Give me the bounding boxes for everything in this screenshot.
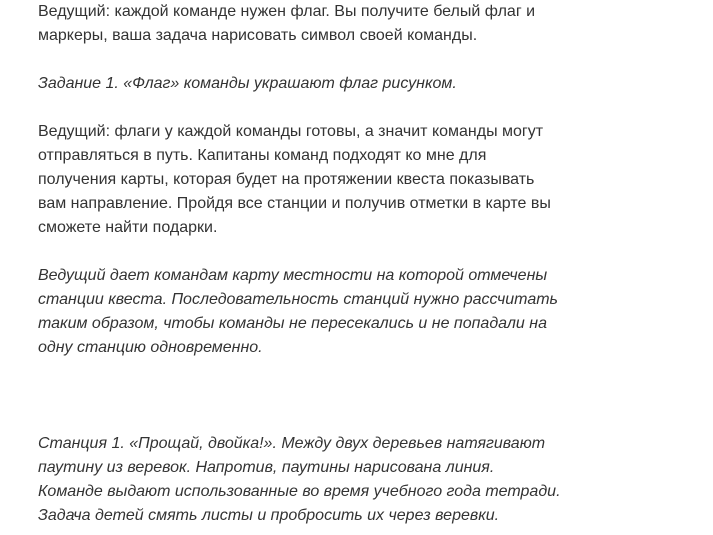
paragraph-map-instructions xyxy=(38,264,558,360)
text-line: Задача детей смять листы и пробросить их через веревки. xyxy=(38,507,500,524)
text-line: паутину из веревок. Напротив, паутины нарисована линия. xyxy=(38,459,495,476)
paragraph-host-flag-intro xyxy=(38,0,535,48)
text-line: Задание 1. «Флаг» команды украшают флаг рисунком. xyxy=(38,75,457,92)
paragraph-host-map-intro xyxy=(38,120,551,240)
text-line: Ведущий: каждой команде нужен флаг. Вы получите белый флаг и xyxy=(38,3,536,20)
text-line: Ведущий дает командам карту местности на которой отмечены xyxy=(38,267,548,284)
text-line: получения карты, которая будет на протяжении квеста показывать xyxy=(38,171,535,188)
text-line: станции квеста. Последовательность станций нужно рассчитать xyxy=(38,291,558,308)
text-line: вам направление. Пройдя все станции и получив отметки в карте вы xyxy=(38,195,551,212)
text-line: сможете найти подарки. xyxy=(38,219,218,236)
text-line: Команде выдают использованные во время учебного года тетради. xyxy=(38,483,561,500)
text-line: таким образом, чтобы команды не пересекались и не попадали на xyxy=(38,315,547,332)
text-line: маркеры, ваша задача нарисовать символ своей команды. xyxy=(38,27,478,44)
paragraph-station-1 xyxy=(38,432,561,528)
paragraph-task-1 xyxy=(38,72,457,96)
text-line: Станция 1. «Прощай, двойка!». Между двух деревьев натягивают xyxy=(38,435,546,452)
text-line: отправляться в путь. Капитаны команд подходят ко мне для xyxy=(38,147,487,164)
text-line: одну станцию одновременно. xyxy=(38,339,263,356)
text-line: Ведущий: флаги у каждой команды готовы, а значит команды могут xyxy=(38,123,544,140)
